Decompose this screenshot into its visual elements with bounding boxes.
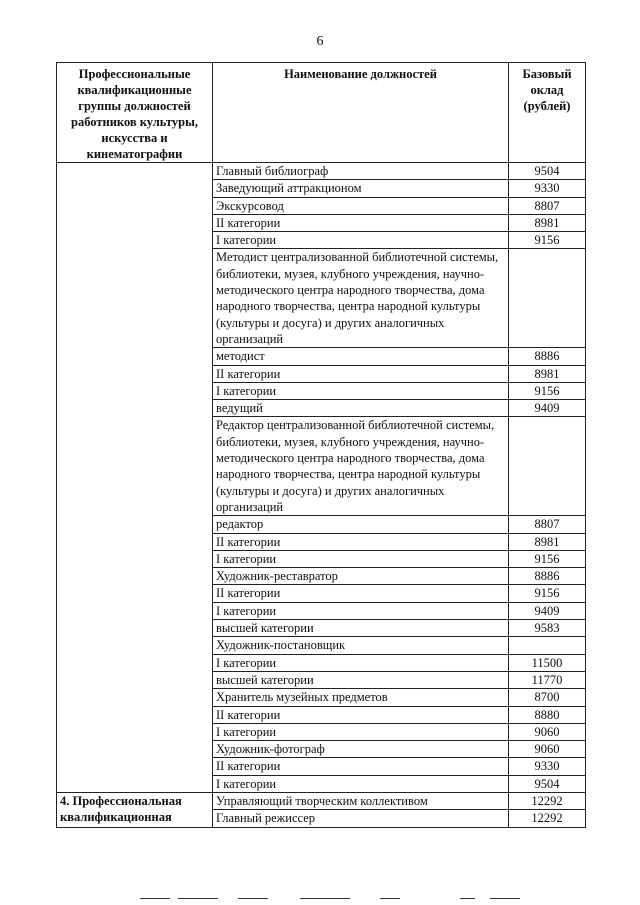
position-cell: I категории: [213, 723, 509, 740]
salary-cell: 12292: [509, 810, 586, 827]
salary-cell: 8886: [509, 348, 586, 365]
group-cell-4: 4. Профессиональная квалификационная: [57, 792, 213, 827]
salary-cell: 9583: [509, 620, 586, 637]
position-cell: Заведующий аттракционом: [213, 180, 509, 197]
salary-cell: 8700: [509, 689, 586, 706]
footer-rule: [130, 898, 550, 900]
position-cell: I категории: [213, 775, 509, 792]
page-number: 6: [316, 34, 324, 49]
salary-cell: 8981: [509, 365, 586, 382]
salary-cell: 9330: [509, 758, 586, 775]
salary-cell: 9060: [509, 723, 586, 740]
header-group: Профессиональные квалификационные группы должностей работников культуры, искусства и кинематографии: [57, 63, 213, 163]
salary-cell: 9156: [509, 382, 586, 399]
salary-cell: 9504: [509, 775, 586, 792]
header-position: Наименование должностей: [213, 63, 509, 163]
position-cell: высшей категории: [213, 620, 509, 637]
salary-cell: 11500: [509, 654, 586, 671]
salary-cell: 9409: [509, 602, 586, 619]
table-row: [57, 792, 586, 809]
position-cell: Художник-фотограф: [213, 741, 509, 758]
salary-cell: 8886: [509, 568, 586, 585]
salary-cell: 9156: [509, 585, 586, 602]
salary-cell: 9156: [509, 232, 586, 249]
salary-cell: 11770: [509, 671, 586, 688]
position-cell: Управляющий творческим коллективом: [213, 792, 509, 809]
position-cell: Хранитель музейных предметов: [213, 689, 509, 706]
salary-cell: 8981: [509, 533, 586, 550]
position-cell: Главный режиссер: [213, 810, 509, 827]
salary-cell: 8807: [509, 516, 586, 533]
position-cell: I категории: [213, 232, 509, 249]
position-cell: II категории: [213, 758, 509, 775]
position-cell: Художник-постановщик: [213, 637, 509, 654]
position-cell: методист: [213, 348, 509, 365]
salary-cell: [509, 249, 586, 348]
salary-cell: [509, 417, 586, 516]
salary-cell: 9156: [509, 550, 586, 567]
position-cell: II категории: [213, 365, 509, 382]
position-cell: I категории: [213, 654, 509, 671]
position-cell: I категории: [213, 382, 509, 399]
salary-cell: 8807: [509, 197, 586, 214]
salary-cell: 9504: [509, 163, 586, 180]
salary-cell: 9060: [509, 741, 586, 758]
position-cell: редактор: [213, 516, 509, 533]
position-cell: I категории: [213, 550, 509, 567]
salary-cell: 12292: [509, 792, 586, 809]
position-cell: II категории: [213, 533, 509, 550]
group-cell-empty: [57, 163, 213, 793]
salary-cell: 9409: [509, 400, 586, 417]
position-cell: Художник-реставратор: [213, 568, 509, 585]
position-cell: высшей категории: [213, 671, 509, 688]
table-body: [57, 163, 586, 828]
position-cell: Методист централизованной библиотечной системы, библиотеки, музея, клубного учреждения, научно-методического центра народного творчества, дома народного творчества, центра народной культуры (культуры и досуга) и других аналогичных организаций: [213, 249, 509, 348]
table-row: [57, 163, 586, 180]
salary-cell: 9330: [509, 180, 586, 197]
position-cell: ведущий: [213, 400, 509, 417]
salary-cell: 8981: [509, 214, 586, 231]
position-cell: I категории: [213, 602, 509, 619]
salary-cell: [509, 637, 586, 654]
header-salary: Базовый оклад (рублей): [509, 63, 586, 163]
position-cell: II категории: [213, 585, 509, 602]
position-cell: II категории: [213, 214, 509, 231]
salary-cell: 8880: [509, 706, 586, 723]
position-cell: II категории: [213, 706, 509, 723]
salary-table: [56, 62, 586, 828]
table-header-row: [57, 63, 586, 163]
position-cell: Главный библиограф: [213, 163, 509, 180]
position-cell: Редактор централизованной библиотечной системы, библиотеки, музея, клубного учреждения, научно-методического центра народного творчества, дома народного творчества, центра народной культуры (культуры и досуга) и других аналогичных организаций: [213, 417, 509, 516]
position-cell: Экскурсовод: [213, 197, 509, 214]
